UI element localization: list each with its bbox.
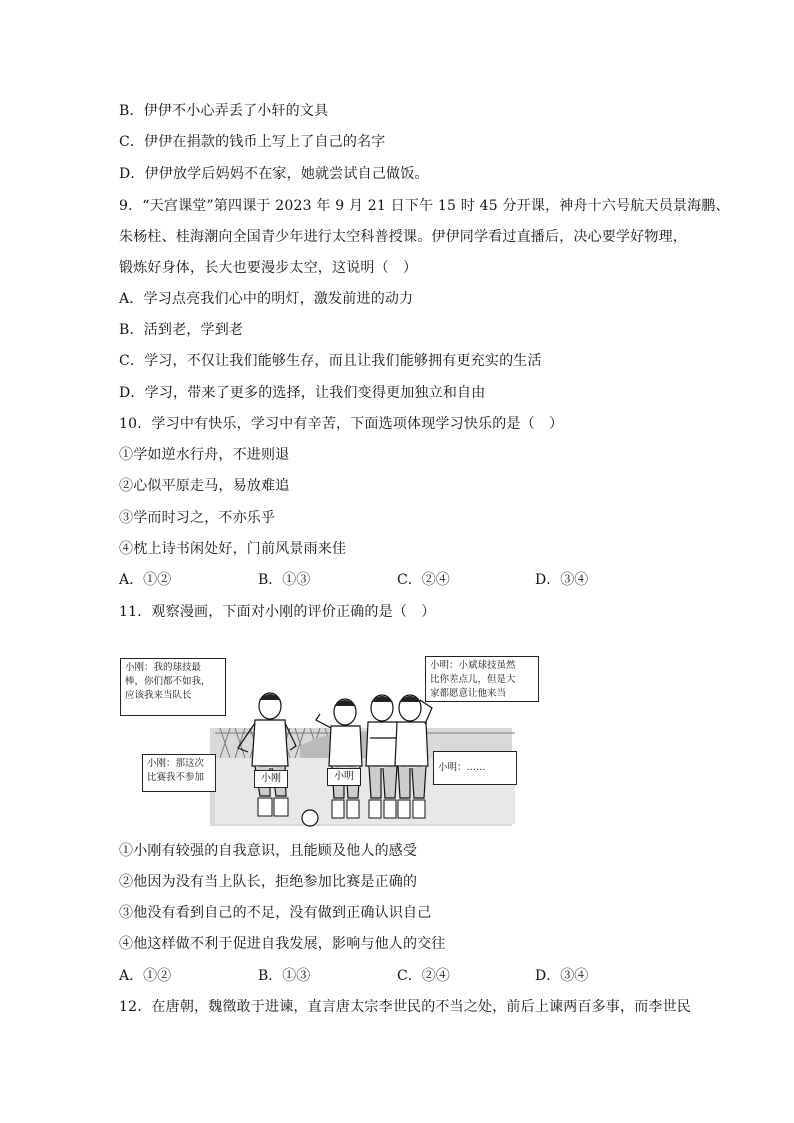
bubble-xiaogang-2-line-2: 比赛我不参加	[147, 772, 205, 783]
q8-option-d: D．伊伊放学后妈妈不在家，她就尝试自己做饭。	[119, 166, 429, 182]
q10-item-1: ①学如逆水行舟，不进则退	[119, 447, 290, 463]
bubble-xiaogang-1	[120, 658, 226, 716]
bubble-xiaogang-1-line-2: 棒，你们都不如我，	[125, 676, 211, 687]
q10-choice-a: A．①②	[119, 572, 172, 588]
q10-item-2: ②心似平原走马，易放难追	[119, 478, 290, 494]
bubble-xiaogang-2	[142, 754, 216, 792]
q11-item-4: ④他这样做不利于促进自我发展，影响与他人的交往	[119, 936, 446, 952]
q10-choice-b: B．①③	[258, 572, 311, 588]
q12-stem: 12．在唐朝，魏徵敢于进谏，直言唐太宗李世民的不当之处，前后上谏两百多事，而李世民	[119, 999, 692, 1015]
bubble-xiaogang-1-line-1: 小刚：我的球技最	[125, 662, 202, 673]
q10-choice-d: D．③④	[535, 572, 589, 588]
q11-choice-b: B．①③	[258, 968, 311, 984]
cartoon-illustration	[120, 648, 522, 828]
bubble-xiaoming-1-line-2: 比你差点儿，但是大	[430, 674, 516, 685]
q9-option-d: D．学习，带来了更多的选择，让我们变得更加独立和自由	[119, 385, 486, 401]
bubble-xiaogang-1-line-3: 应该我来当队长	[125, 690, 192, 701]
q11-item-1: ①小刚有较强的自我意识，且能顾及他人的感受	[119, 843, 418, 859]
q11-choice-c: C．②④	[397, 968, 450, 984]
q10-item-3: ③学而时习之，不亦乐乎	[119, 510, 276, 526]
q9-stem-line-2: 朱杨柱、桂海潮向全国青少年进行太空科普授课。伊伊同学看过直播后，决心要学好物理，	[119, 229, 687, 245]
q9-option-b: B．活到老，学到老	[119, 322, 244, 338]
q10-stem: 10．学习中有快乐，学习中有辛苦，下面选项体现学习快乐的是（ ）	[119, 416, 564, 432]
bubble-xiaoming-1-line-1: 小明：小斌球技虽然	[430, 660, 516, 671]
q10-item-4: ④枕上诗书闲处好，门前风景雨来佳	[119, 541, 347, 557]
q8-option-c: C．伊伊在捐款的钱币上写上了自己的名字	[119, 134, 386, 150]
bubble-xiaoming-2: 小明：……	[433, 751, 517, 785]
q11-choice-a: A．①②	[119, 968, 172, 984]
q9-stem-line-1: 9．“天宫课堂”第四课于 2023 年 9 月 21 日下午 15 时 45 分开课，神舟十六号航天员景海鹏、	[119, 198, 730, 214]
bubble-xiaoming-1-line-3: 家都愿意让他来当	[430, 688, 507, 699]
q8-option-b: B．伊伊不小心弄丢了小轩的文具	[119, 103, 329, 119]
q11-item-3: ③他没有看到自己的不足，没有做到正确认识自己	[119, 905, 432, 921]
q10-choice-c: C．②④	[397, 572, 450, 588]
q9-option-a: A．学习点亮我们心中的明灯，激发前进的动力	[119, 291, 414, 307]
q11-stem: 11．观察漫画，下面对小刚的评价正确的是（ ）	[119, 604, 436, 620]
bubble-xiaoming-1	[425, 656, 539, 702]
tag-xiaogang: 小刚	[254, 770, 288, 788]
q9-stem-line-3: 锻炼好身体，长大也要漫步太空，这说明（ ）	[119, 260, 418, 276]
q9-option-c: C．学习，不仅让我们能够生存，而且让我们能够拥有更充实的生活	[119, 353, 542, 369]
bubble-xiaogang-2-line-1: 小刚：那这次	[147, 758, 205, 769]
q11-choice-d: D．③④	[535, 968, 589, 984]
tag-xiaoming: 小明	[327, 768, 361, 786]
q11-item-2: ②他因为没有当上队长，拒绝参加比赛是正确的	[119, 874, 418, 890]
